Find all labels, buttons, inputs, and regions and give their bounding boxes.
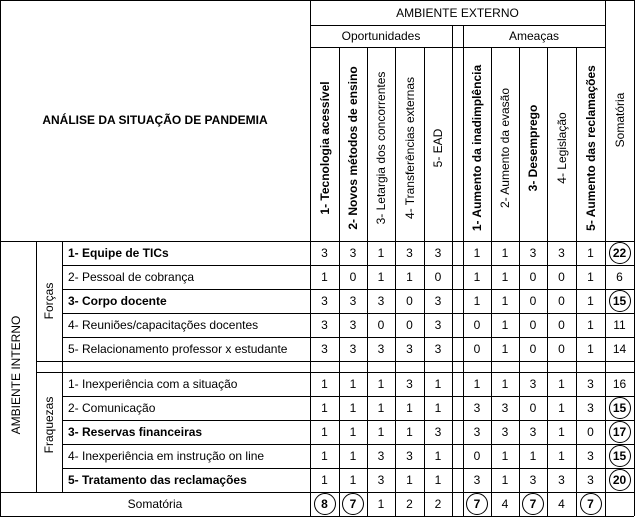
cell-value: 3 xyxy=(349,318,357,332)
grid-line xyxy=(62,313,634,314)
grid-line xyxy=(310,47,605,48)
grid-line xyxy=(367,47,368,516)
grid-line xyxy=(547,47,548,516)
cell-value: 1 xyxy=(434,401,442,415)
opportunity-column-header: 3- Letargia dos concorrentes xyxy=(374,71,388,225)
column-sum xyxy=(580,493,602,515)
grid-line xyxy=(452,25,453,516)
circled-value: 7 xyxy=(349,497,357,511)
grid-line xyxy=(62,337,634,338)
cell-value: 1 xyxy=(406,401,413,415)
cell-value: 1 xyxy=(558,425,565,439)
grid-line xyxy=(491,47,492,516)
circled-value: 22 xyxy=(612,246,627,260)
cell-value: 1 xyxy=(377,246,385,260)
cell-value: 1 xyxy=(377,401,385,415)
cell-value: 3 xyxy=(587,473,594,487)
cell-value: 3 xyxy=(377,294,385,308)
cell-value: 1 xyxy=(587,318,594,332)
column-sum: 2 xyxy=(434,497,442,511)
cell-value: 1 xyxy=(349,377,357,391)
outer-top xyxy=(0,0,634,1)
grid-line xyxy=(36,361,634,362)
row-sum: 11 xyxy=(613,318,626,332)
circled-value: 7 xyxy=(529,497,537,511)
cell-value: 1 xyxy=(529,449,537,463)
cell-value: 1 xyxy=(473,294,481,308)
cell-value: 1 xyxy=(434,449,442,463)
cell-value: 3 xyxy=(434,246,442,260)
column-sum: 1 xyxy=(377,497,385,511)
cell-value: 3 xyxy=(558,473,565,487)
cell-value: 1 xyxy=(321,425,328,439)
cell-value: 1 xyxy=(558,377,565,391)
circled-value: 7 xyxy=(587,497,594,511)
grid-line xyxy=(62,289,634,290)
threat-column-header: 1- Aumento da inadimplência xyxy=(470,64,484,232)
grid-line xyxy=(62,265,634,266)
cell-value: 1 xyxy=(501,294,509,308)
row-sum xyxy=(609,469,631,491)
cell-value: 3 xyxy=(434,342,442,356)
cell-value: 0 xyxy=(529,401,537,415)
opportunity-column-header: 2- Novos métodos de ensino xyxy=(346,66,360,230)
internal-header: AMBIENTE INTERNO xyxy=(9,315,23,435)
cell-value: 0 xyxy=(434,270,442,284)
circled-value: 20 xyxy=(612,473,627,487)
row-label: 2- Pessoal de cobrança xyxy=(68,270,195,284)
strengths-header: Forças xyxy=(42,282,56,320)
cell-value: 3 xyxy=(349,342,357,356)
column-sum xyxy=(314,493,336,515)
opportunity-column-header: 1- Tecnologia acessível xyxy=(317,81,332,215)
threat-column-header: 5- Aumento das reclamações xyxy=(583,65,598,231)
cell-value: 0 xyxy=(587,425,594,439)
grid-line xyxy=(395,47,396,516)
row-label: 3- Corpo docente xyxy=(68,294,167,308)
cell-value: 1 xyxy=(587,294,594,308)
outer-left xyxy=(0,0,1,516)
cell-value: 1 xyxy=(349,425,357,439)
circled-value: 15 xyxy=(612,401,627,415)
column-sum xyxy=(342,493,364,515)
cell-value: 0 xyxy=(558,294,565,308)
cell-value: 3 xyxy=(377,473,385,487)
cell-value: 1 xyxy=(473,246,481,260)
cell-value: 1 xyxy=(406,270,413,284)
circled-value: 15 xyxy=(612,294,627,308)
cell-value: 1 xyxy=(349,401,357,415)
cell-value: 1 xyxy=(377,377,385,391)
cell-value: 3 xyxy=(321,294,328,308)
cell-value: 1 xyxy=(321,473,328,487)
cell-value: 0 xyxy=(406,318,413,332)
cell-value: 0 xyxy=(406,294,413,308)
grid-line xyxy=(310,0,311,516)
cell-value: 3 xyxy=(377,342,385,356)
cell-value: 1 xyxy=(434,473,442,487)
row-label: 1- Inexperiência com a situação xyxy=(68,377,238,391)
opportunity-column-header: 4- Transferências externas xyxy=(402,76,417,220)
grid-line xyxy=(62,241,63,492)
row-sum: 16 xyxy=(612,377,627,391)
cell-value: 3 xyxy=(434,294,442,308)
cell-value: 1 xyxy=(501,377,509,391)
cell-value: 1 xyxy=(587,342,594,356)
column-sum: 2 xyxy=(406,497,413,511)
threat-column-header: 3- Desemprego xyxy=(526,104,540,192)
threats-header: Ameaças xyxy=(508,29,560,43)
column-sum xyxy=(522,493,544,515)
opportunity-column-header: 5- EAD xyxy=(431,128,445,168)
cell-value: 3 xyxy=(406,377,413,391)
cell-value: 0 xyxy=(473,342,481,356)
weaknesses-header: Fraquezas xyxy=(42,396,56,454)
cell-value: 3 xyxy=(501,425,509,439)
cell-value: 0 xyxy=(529,342,537,356)
cell-value: 3 xyxy=(406,342,413,356)
cell-value: 3 xyxy=(434,318,442,332)
cell-value: 1 xyxy=(349,449,357,463)
row-label: 3- Reservas financeiras xyxy=(68,425,203,439)
column-sum: 4 xyxy=(501,497,509,511)
cell-value: 3 xyxy=(406,246,413,260)
cell-value: 1 xyxy=(501,473,509,487)
grid-line xyxy=(576,47,577,516)
row-label: 4- Inexperiência em instrução on line xyxy=(68,449,265,463)
row-label: 5- Relacionamento professor x estudante xyxy=(68,342,288,356)
cell-value: 0 xyxy=(529,270,537,284)
grid-line xyxy=(0,492,634,493)
cell-value: 3 xyxy=(321,246,328,260)
opportunities-header: Oportunidades xyxy=(341,29,421,43)
cell-value: 3 xyxy=(473,401,481,415)
grid-line xyxy=(36,241,37,492)
cell-value: 1 xyxy=(321,401,328,415)
cell-value: 3 xyxy=(587,377,594,391)
circled-value: 15 xyxy=(612,449,627,463)
row-sum xyxy=(609,397,631,419)
cell-value: 0 xyxy=(558,342,565,356)
grid-line xyxy=(62,444,634,445)
row-sum xyxy=(609,421,631,443)
cell-value: 0 xyxy=(558,318,565,332)
row-label: 2- Comunicação xyxy=(68,401,156,415)
cell-value: 1 xyxy=(501,449,509,463)
cell-value: 1 xyxy=(321,270,328,284)
cell-value: 1 xyxy=(434,377,442,391)
cell-value: 1 xyxy=(377,425,385,439)
cell-value: 1 xyxy=(587,270,594,284)
cell-value: 1 xyxy=(321,377,328,391)
threat-column-header: 4- Legislação xyxy=(554,112,569,184)
grid-line xyxy=(605,0,606,516)
cell-value: 1 xyxy=(587,246,594,260)
row-sum: 14 xyxy=(612,342,627,356)
cell-value: 0 xyxy=(473,449,481,463)
row-label: 5- Tratamento das reclamações xyxy=(68,473,247,487)
cell-value: 1 xyxy=(349,473,357,487)
column-sum xyxy=(466,493,488,515)
circled-value: 7 xyxy=(473,497,481,511)
cell-value: 3 xyxy=(377,449,385,463)
cell-value: 0 xyxy=(473,318,481,332)
cell-value: 1 xyxy=(501,318,509,332)
cell-value: 3 xyxy=(501,401,509,415)
circled-value: 17 xyxy=(612,425,627,439)
row-sum xyxy=(609,445,631,467)
cell-value: 0 xyxy=(349,270,357,284)
cell-value: 1 xyxy=(321,449,328,463)
cell-value: 1 xyxy=(473,270,481,284)
cell-value: 3 xyxy=(529,473,537,487)
row-label: 4- Reuniões/capacitações docentes xyxy=(68,318,259,332)
cell-value: 3 xyxy=(473,473,481,487)
grid-line xyxy=(310,25,605,26)
grid-line xyxy=(519,47,520,516)
cell-value: 3 xyxy=(587,401,594,415)
grid-line xyxy=(62,420,634,421)
cell-value: 3 xyxy=(529,377,537,391)
cell-value: 1 xyxy=(473,377,481,391)
circled-value: 8 xyxy=(321,497,328,511)
cell-value: 1 xyxy=(558,401,565,415)
threat-column-header: 2- Aumento da evasão xyxy=(498,87,512,209)
cell-value: 3 xyxy=(529,246,537,260)
cell-value: 1 xyxy=(501,246,509,260)
grid-line xyxy=(36,372,634,373)
page-title: ANÁLISE DA SITUAÇÃO DE PANDEMIA xyxy=(42,113,268,127)
cell-value: 1 xyxy=(501,342,509,356)
cell-value: 1 xyxy=(558,449,565,463)
external-header: AMBIENTE EXTERNO xyxy=(396,6,519,20)
cell-value: 3 xyxy=(434,425,442,439)
grid-line xyxy=(339,47,340,516)
cell-value: 3 xyxy=(587,449,594,463)
cell-value: 1 xyxy=(501,270,509,284)
cell-value: 3 xyxy=(321,318,328,332)
grid-line xyxy=(62,468,634,469)
sum-header: Somatória xyxy=(613,92,627,148)
grid-line xyxy=(424,47,425,516)
cell-value: 0 xyxy=(558,270,565,284)
row-sum xyxy=(609,290,631,312)
cell-value: 1 xyxy=(406,425,413,439)
cell-value: 3 xyxy=(529,425,537,439)
cell-value: 0 xyxy=(529,294,537,308)
grid-line xyxy=(0,241,634,242)
cell-value: 3 xyxy=(473,425,481,439)
cell-value: 0 xyxy=(529,318,537,332)
cell-value: 3 xyxy=(558,246,565,260)
cell-value: 3 xyxy=(406,449,413,463)
row-sum xyxy=(609,242,631,264)
column-sum: 4 xyxy=(558,497,565,511)
cell-value: 1 xyxy=(377,270,385,284)
grid-line xyxy=(62,396,634,397)
cell-value: 3 xyxy=(349,294,357,308)
row-sum: 6 xyxy=(616,270,623,284)
cell-value: 1 xyxy=(406,473,413,487)
column-sum-label: Somatória xyxy=(127,497,183,511)
grid-line xyxy=(463,25,464,516)
row-label: 1- Equipe de TICs xyxy=(68,246,169,260)
cell-value: 3 xyxy=(321,342,328,356)
cell-value: 0 xyxy=(377,318,385,332)
cell-value: 3 xyxy=(349,246,357,260)
